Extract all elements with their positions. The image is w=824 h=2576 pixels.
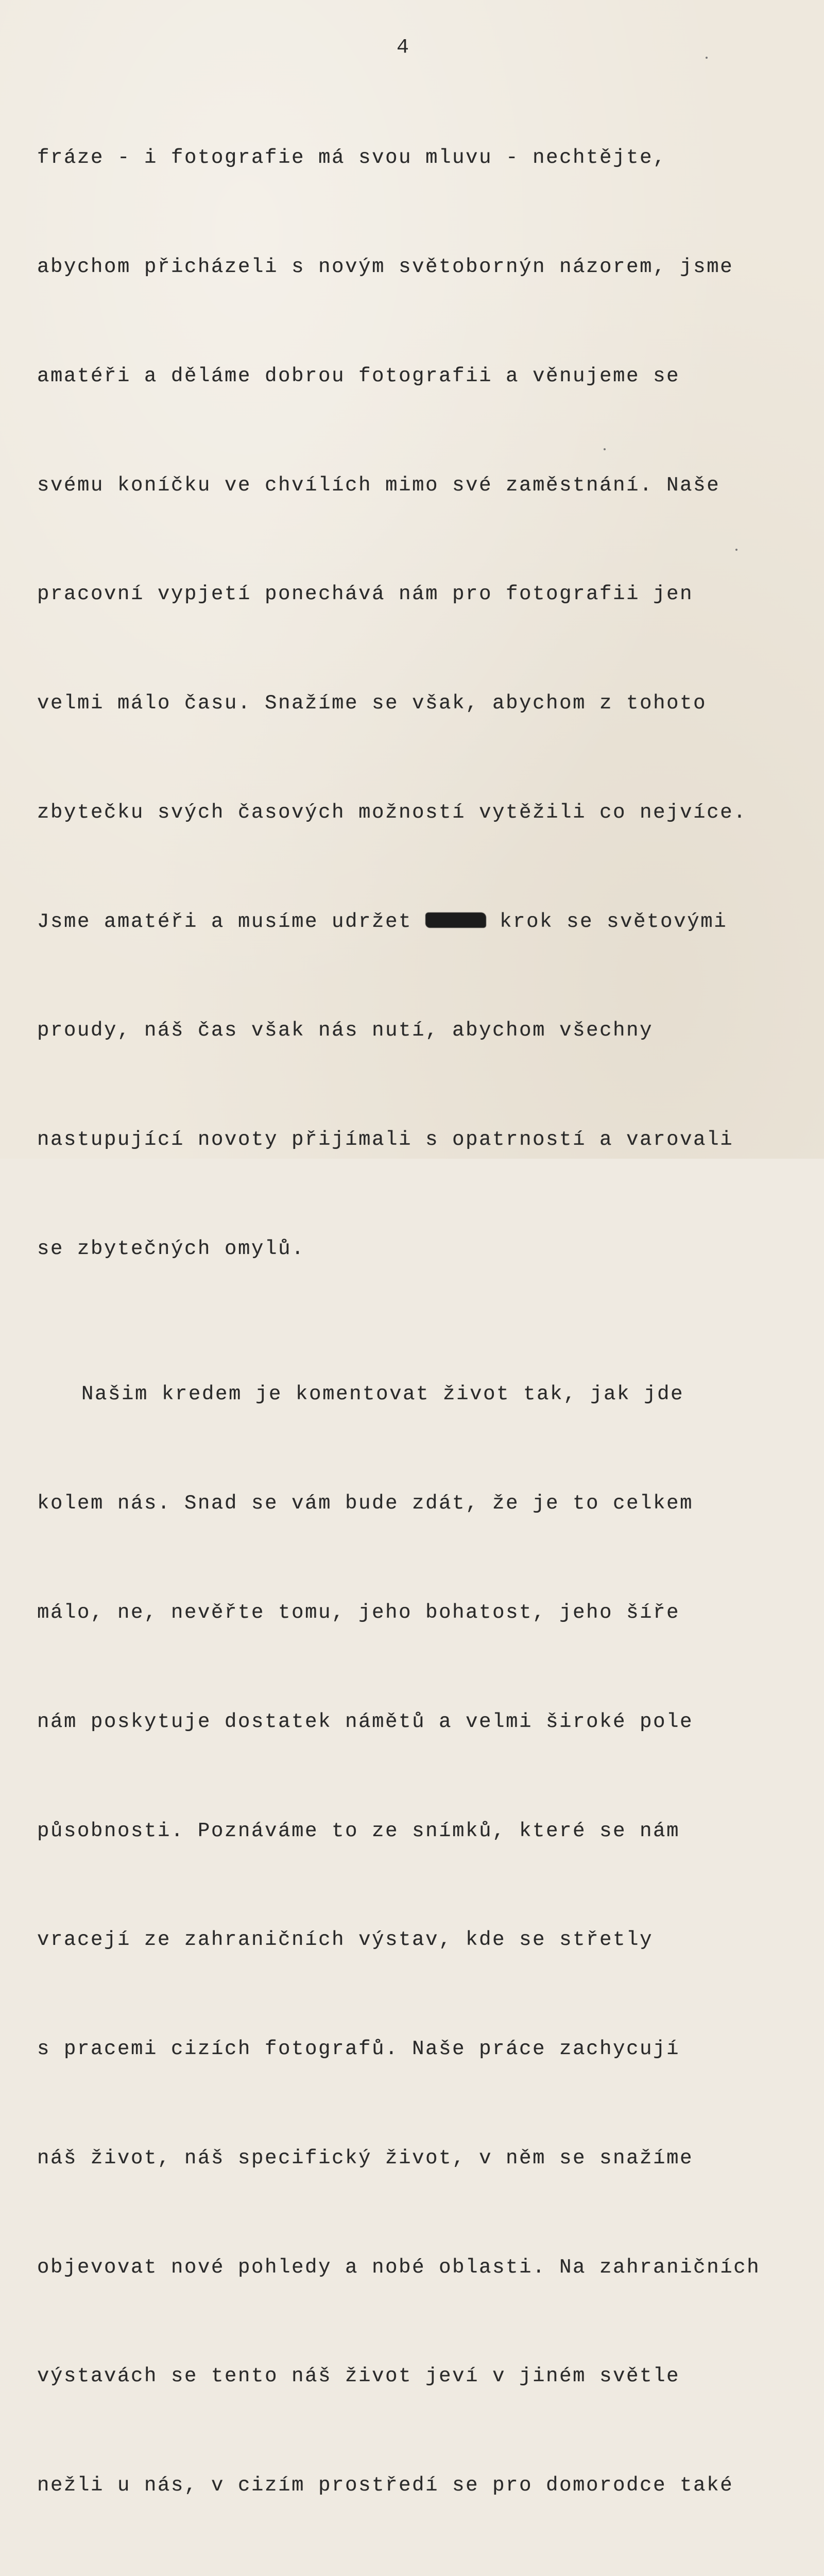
text-line: pracovní vypjetí ponechává nám pro fotografii jen [37,583,694,606]
text-line: nám poskytuje dostatek námětů a velmi široké pole [37,1710,694,1733]
text-line: náš život, náš specifický život, v něm se snažíme [37,2146,694,2170]
text-line: velmi málo času. Snažíme se však, abychom z tohoto [37,692,707,715]
text-line: Našim kredem je komentovat život tak, jak jde [81,1383,684,1406]
text-fragment: krok se světovými [500,910,728,933]
text-line: vracejí ze zahraničních výstav, kde se střetly [37,1928,654,1952]
text-line: s pracemi cizích fotografů. Naše práce zachycují [37,2038,680,2061]
page-number: 4 [397,36,409,59]
typed-over-strikeout [425,912,486,928]
typewritten-text [37,67,820,2576]
paper-speck [706,57,708,59]
text-fragment: Jsme amatéři a musíme udržet [37,910,413,933]
text-line: nastupující novoty přijímali s opatrností a varovali [37,1128,734,1151]
paper-speck [604,448,606,450]
text-line: kolem nás. Snad se vám bude zdát, že je to celkem [37,1492,694,1515]
text-line-with-strikeout [37,904,820,940]
text-line: se zbytečných omylů. [37,1238,305,1260]
text-line: působnosti. Poznáváme to ze snímků, které se nám [37,1819,680,1842]
text-line: proudy, náš čas však nás nutí, abychom všechny [37,1019,654,1042]
text-line: fráze - i fotografie má svou mluvu - nechtějte, [37,146,667,170]
text-line: zbytečku svých časových možností vytěžili co nejvíce. [37,801,747,824]
text-line: výstavách se tento náš život jeví v jiném světle [37,2365,680,2388]
text-line: svému koníčku ve chvílích mimo své zaměstnání. Naše [37,473,720,497]
text-line: objevovat nové pohledy a nobé oblasti. Na zahraničních [37,2256,761,2279]
paper-speck [735,549,737,551]
text-line: nežli u nás, v cizím prostředí se pro domorodce také [37,2474,734,2497]
text-line: abychom přicházeli s novým světobornýn názorem, jsme [37,255,734,278]
text-line: amatéři a děláme dobrou fotografii a věnujeme se [37,364,680,387]
text-line: málo, ne, nevěřte tomu, jeho bohatost, jeho šíře [37,1601,680,1624]
